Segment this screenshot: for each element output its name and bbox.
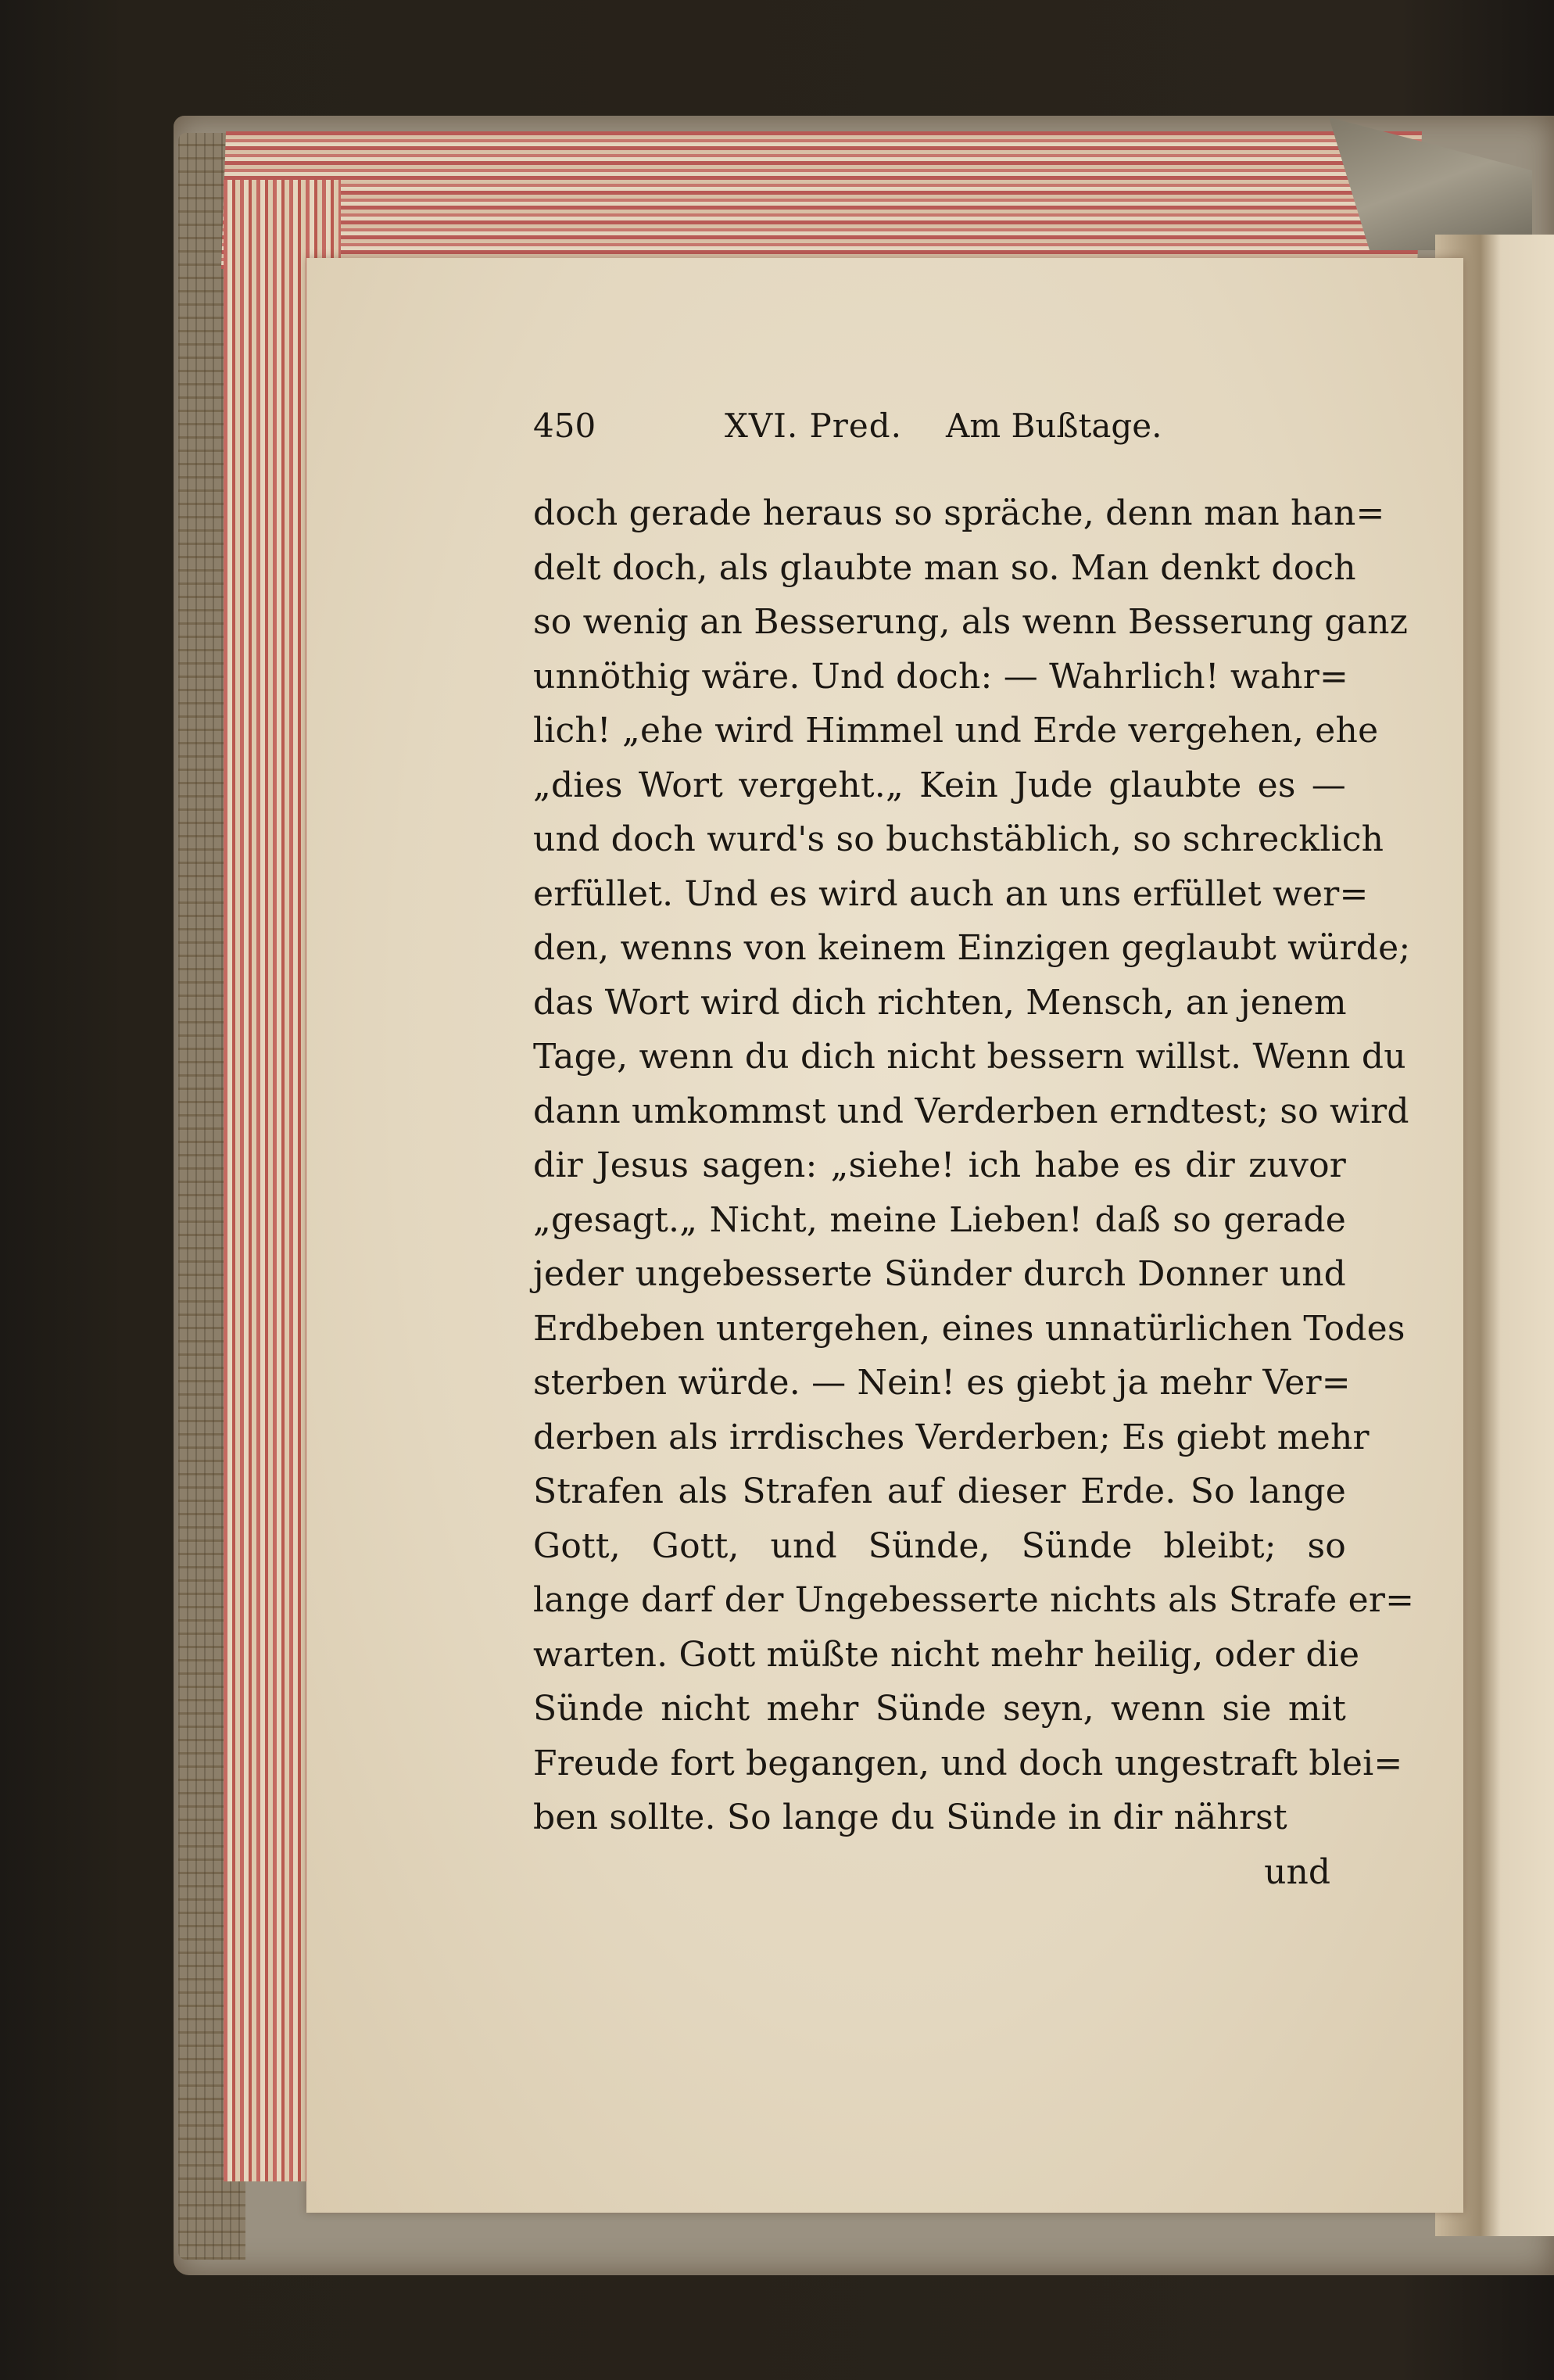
text-line: lich! „ehe wird Himmel und Erde vergehen, ehe <box>533 711 1379 751</box>
text-line: und doch wurd's so buchstäblich, so schrecklich <box>533 819 1384 859</box>
text-line: Erdbeben untergehen, eines unnatürlichen Todes <box>533 1308 1405 1349</box>
catchword: und <box>1264 1851 1330 1892</box>
text-line: dir Jesus sagen: „siehe! ich habe es dir zuvor <box>533 1145 1346 1185</box>
text-line: „dies Wort vergeht.„ Kein Jude glaubte es — <box>533 765 1346 805</box>
sermon-occasion: Am Bußtage. <box>946 407 1162 445</box>
text-line: so wenig an Besserung, als wenn Besserung ganz <box>533 602 1409 642</box>
text-line: derben als irrdisches Verderben; Es giebt mehr <box>533 1417 1370 1457</box>
body-text <box>533 486 1415 1899</box>
text-line: warten. Gott müßte nicht mehr heilig, oder die <box>533 1634 1360 1675</box>
text-line: erfüllet. Und es wird auch an uns erfüllet wer= <box>533 873 1369 914</box>
page-number: 450 <box>533 407 596 445</box>
text-line: den, wenns von keinem Einzigen geglaubt würde; <box>533 928 1411 968</box>
text-line: Sünde nicht mehr Sünde seyn, wenn sie mit <box>533 1689 1346 1729</box>
text-line: sterben würde. — Nein! es giebt ja mehr Ver= <box>533 1363 1351 1403</box>
text-line: Strafen als Strafen auf dieser Erde. So lange <box>533 1471 1346 1511</box>
sermon-number: XVI. Pred. <box>725 407 902 445</box>
page-content <box>533 407 1415 1899</box>
running-header <box>533 407 1346 477</box>
text-line: „gesagt.„ Nicht, meine Lieben! daß so gerade <box>533 1199 1346 1240</box>
text-line: Freude fort begangen, und doch ungestraft blei= <box>533 1743 1403 1783</box>
text-line: unnöthig wäre. Und doch: — Wahrlich! wahr= <box>533 656 1349 697</box>
text-line: lange darf der Ungebesserte nichts als Strafe er= <box>533 1580 1415 1620</box>
text-line: delt doch, als glaubte man so. Man denkt doch <box>533 547 1356 588</box>
page-stack-top-edge <box>221 131 1422 269</box>
text-line: doch gerade heraus so spräche, denn man han= <box>533 493 1385 533</box>
text-line: jeder ungebesserte Sünder durch Donner und <box>533 1254 1346 1294</box>
text-line: ben sollte. So lange du Sünde in dir nährst <box>533 1798 1287 1837</box>
text-line: Tage, wenn du dich nicht bessern willst. Wenn du <box>533 1037 1406 1077</box>
text-line: dann umkommst und Verderben erndtest; so wird <box>533 1091 1409 1131</box>
text-line: das Wort wird dich richten, Mensch, an jenem <box>533 982 1347 1023</box>
text-line: Gott, Gott, und Sünde, Sünde bleibt; so <box>533 1525 1346 1566</box>
